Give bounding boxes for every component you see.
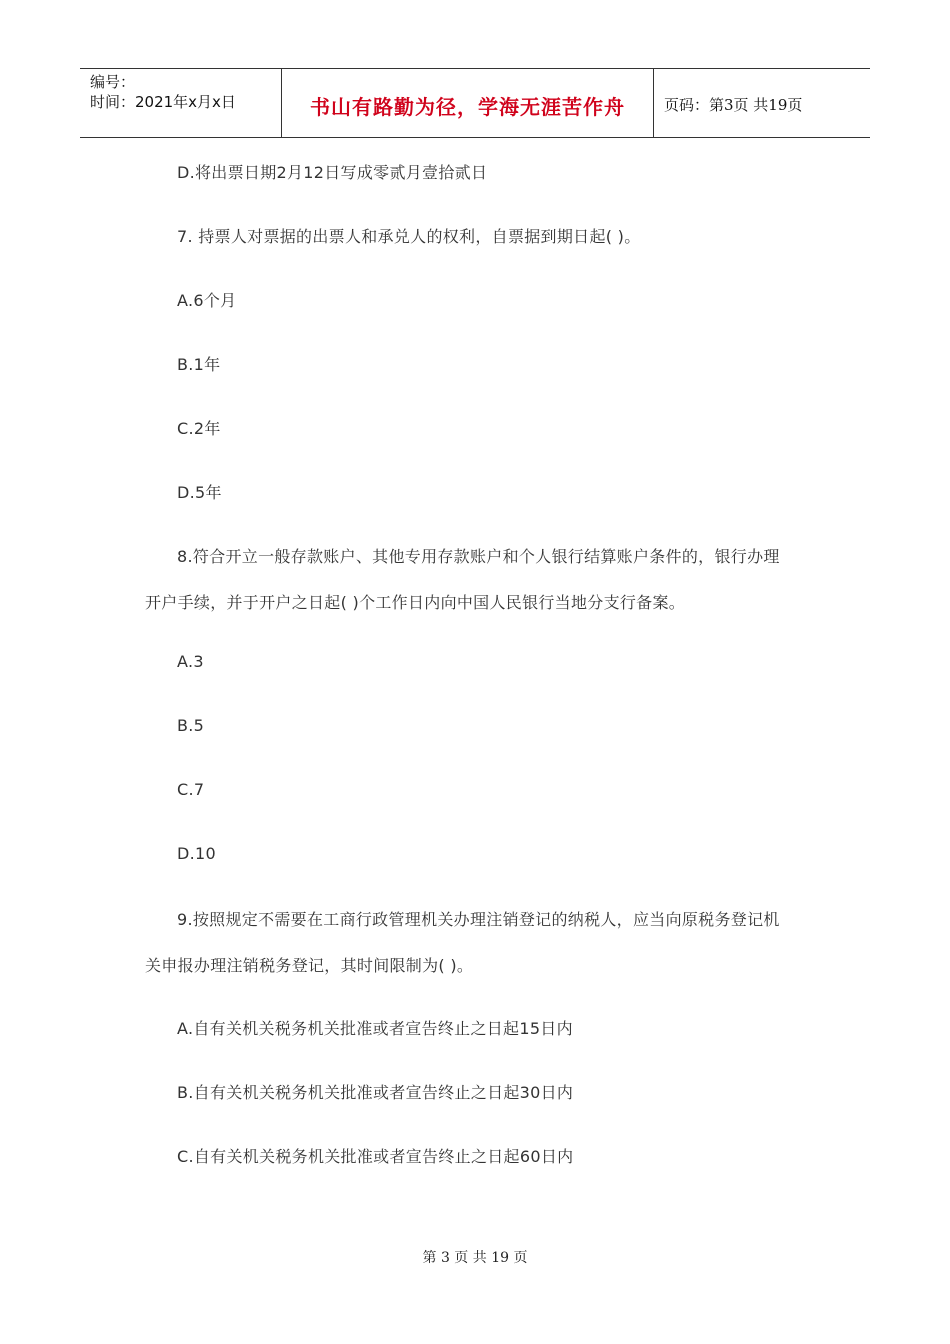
- page-footer: 第 3 页 共 19 页: [422, 1250, 528, 1266]
- option-text: D.5年: [177, 483, 222, 502]
- option-text: D.将出票日期2月12日写成零贰月壹拾贰日: [177, 163, 488, 182]
- question-9: 9.按照规定不需要在工商行政管理机关办理注销登记的纳税人，应当向原税务登记机: [177, 910, 780, 929]
- page-code: 页码：第3页 共19页: [664, 96, 803, 114]
- option-text: C.7: [177, 780, 205, 799]
- option-text: C.2年: [177, 419, 221, 438]
- document-date: 时间：2021年x月x日: [90, 93, 236, 111]
- page-header: [80, 68, 870, 138]
- option-text: B.5: [177, 716, 205, 735]
- option-text: B.1年: [177, 355, 221, 374]
- question-8: 8.符合开立一般存款账户、其他专用存款账户和个人银行结算账户条件的，银行办理: [177, 547, 780, 566]
- document-number: 编号：: [90, 73, 136, 91]
- option-text: D.10: [177, 844, 216, 863]
- question-9-continued: 关申报办理注销税务登记，其时间限制为( )。: [145, 956, 474, 975]
- motto: 书山有路勤为径，学海无涯苦作舟: [310, 95, 625, 119]
- header-meta-cell: [80, 69, 282, 137]
- question-7: 7. 持票人对票据的出票人和承兑人的权利，自票据到期日起( )。: [177, 227, 641, 246]
- option-text: B.自有关机关税务机关批准或者宣告终止之日起30日内: [177, 1083, 574, 1102]
- header-page-cell: [654, 69, 870, 137]
- header-motto-cell: [282, 69, 654, 137]
- option-text: A.自有关机关税务机关批准或者宣告终止之日起15日内: [177, 1019, 573, 1038]
- option-text: A.6个月: [177, 291, 237, 310]
- option-text: C.自有关机关税务机关批准或者宣告终止之日起60日内: [177, 1147, 574, 1166]
- question-8-continued: 开户手续，并于开户之日起( )个工作日内向中国人民银行当地分支行备案。: [145, 593, 686, 612]
- option-text: A.3: [177, 652, 204, 671]
